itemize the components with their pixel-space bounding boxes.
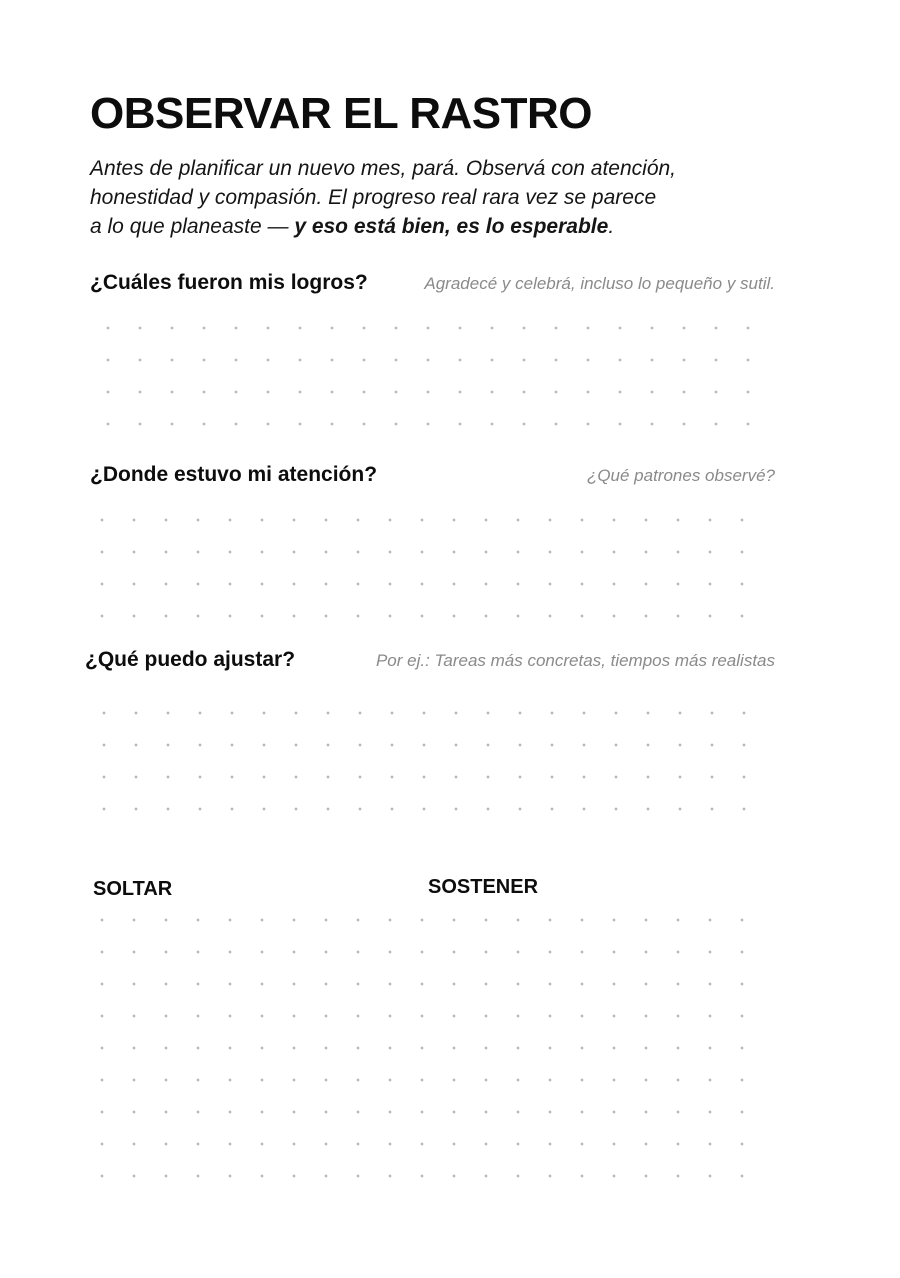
dot-grid-atencion[interactable] xyxy=(86,504,758,632)
intro-line-1: Antes de planificar un nuevo mes, pará. Observá con atención, xyxy=(90,157,677,180)
section-heading-logros: ¿Cuáles fueron mis logros? xyxy=(90,271,368,294)
section-hint-atencion: ¿Qué patrones observé? xyxy=(586,466,775,485)
section-hint-ajustar: Por ej.: Tareas más concretas, tiempos más realistas xyxy=(375,651,775,670)
section-heading-atencion: ¿Donde estuvo mi atención? xyxy=(90,463,378,486)
intro-line-2: honestidad y compasión. El progreso real rara vez se parece xyxy=(90,186,657,209)
dot-grid-ajustar[interactable] xyxy=(88,697,760,825)
section-hint-logros: Agradecé y celebrá, incluso lo pequeño y sutil. xyxy=(424,274,775,293)
intro-paragraph xyxy=(90,154,790,241)
intro-line-3-end: . xyxy=(608,215,615,238)
intro-line-3 xyxy=(90,212,790,241)
dot-grid-soltar-sostener[interactable] xyxy=(86,904,758,1192)
column-heading-sostener: SOSTENER xyxy=(428,876,539,898)
dot-grid-logros[interactable] xyxy=(92,312,764,440)
intro-emphasis: y eso está bien, es lo esperable xyxy=(294,215,609,238)
intro-line-3-text: a lo que planeaste — xyxy=(90,215,295,238)
page-title: OBSERVAR EL RASTRO xyxy=(90,89,592,138)
column-heading-soltar: SOLTAR xyxy=(93,878,173,900)
section-heading-ajustar: ¿Qué puedo ajustar? xyxy=(85,648,296,671)
